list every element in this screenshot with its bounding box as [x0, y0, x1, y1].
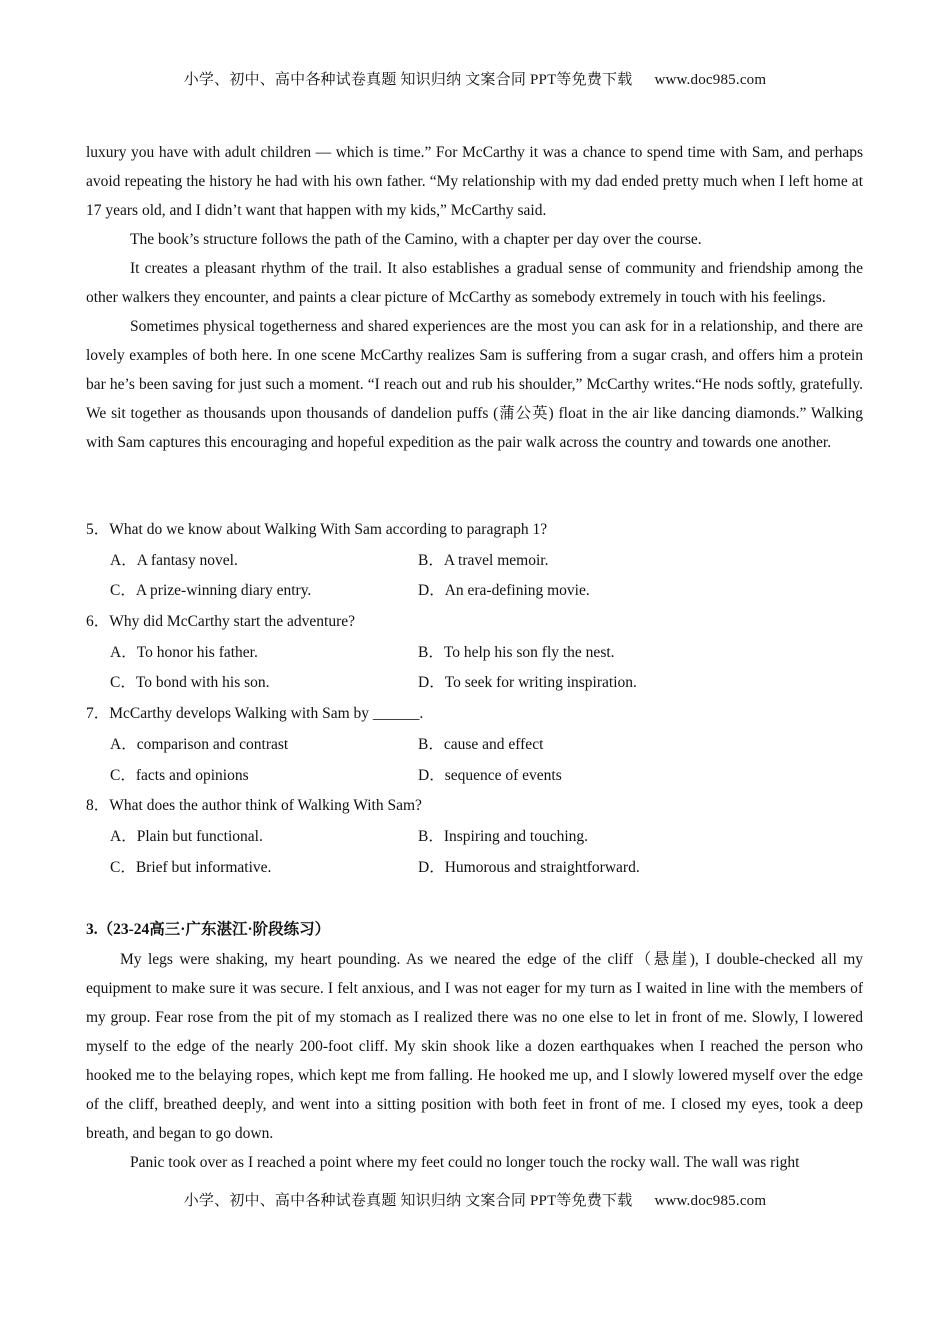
- footer-text: 小学、初中、高中各种试卷真题 知识归纳 文案合同 PPT等免费下载: [183, 1193, 633, 1209]
- option-b: B．Inspiring and touching.: [418, 827, 589, 845]
- question-block: [86, 515, 863, 883]
- option-a: A．comparison and contrast: [110, 735, 289, 753]
- footer-url: www.doc985.com: [654, 1193, 767, 1209]
- question-7: [86, 699, 863, 791]
- option-d: D．An era-defining movie.: [418, 582, 590, 600]
- option-a: A．A fantasy novel.: [110, 551, 238, 569]
- option-b: B．A travel memoir.: [418, 551, 549, 569]
- question-6: [86, 607, 863, 699]
- option-c: C．To bond with his son.: [110, 674, 270, 692]
- passage-paragraph: The book’s structure follows the path of the Camino, with a chapter per day over the course.: [130, 231, 702, 248]
- section-3-passage: [86, 945, 863, 1177]
- question-stem: 5．What do we know about Walking With Sam according to paragraph 1?: [86, 521, 548, 538]
- passage-paragraph: My legs were shaking, my heart pounding. As we neared the edge of the cliff（悬崖), I double-checked all my equipment to make sure it was secure. I felt anxious, and I was not eager for my turn as I waited in line with the members of my group. Fear rose from the pit of my stomach as I realized there was no one else to let in front of me. Slowly, I lowered myself to the edge of the nearly 200-foot cliff. My skin shook like a dozen earthquakes when I reached the person who hooked me to the belaying ropes, which kept me from falling. He hooked me up, and I slowly lowered myself over the edge of the cliff, breathed deeply, and went into a sitting position with both feet in front of me. I closed my eyes, took a deep breath, and began to go down.: [86, 951, 863, 1142]
- option-c: C．A prize-winning diary entry.: [110, 582, 312, 600]
- question-8: [86, 791, 863, 883]
- option-d: D．sequence of events: [418, 766, 562, 784]
- question-5: [86, 515, 863, 607]
- passage-paragraph: Panic took over as I reached a point where my feet could no longer touch the rocky wall. The wall was right: [130, 1154, 800, 1171]
- passage-top: [86, 138, 863, 457]
- passage-paragraph: Sometimes physical togetherness and shared experiences are the most you can ask for in a relationship, and there are lovely examples of both here. In one scene McCarthy realizes Sam is suffering from a sugar crash, and offers him a protein bar he’s been saving for just such a moment. “I reach out and rub his shoulder,” McCarthy writes.“He nods softly, gratefully. We sit together as thousands upon thousands of dandelion puffs (蒲公英) float in the air like dancing diamonds.” Walking with Sam captures this encouraging and hopeful expedition as the pair walk across the country and towards one another.: [86, 318, 863, 451]
- option-d: D．Humorous and straightforward.: [418, 858, 640, 876]
- question-stem: 6．Why did McCarthy start the adventure?: [86, 613, 356, 631]
- option-c: C．Brief but informative.: [110, 858, 272, 876]
- passage-paragraph: It creates a pleasant rhythm of the trail. It also establishes a gradual sense of community and friendship among the other walkers they encounter, and paints a clear picture of McCarthy as somebody extremely in touch with his feelings.: [86, 260, 863, 306]
- option-c: C．facts and opinions: [110, 766, 249, 784]
- page-header: [0, 68, 950, 89]
- question-stem: 7．McCarthy develops Walking with Sam by ______.: [86, 705, 424, 723]
- option-b: B．To help his son fly the nest.: [418, 643, 615, 661]
- option-b: B．cause and effect: [418, 735, 544, 753]
- question-stem: 8．What does the author think of Walking With Sam?: [86, 797, 422, 815]
- option-a: A．To honor his father.: [110, 643, 258, 661]
- option-d: D．To seek for writing inspiration.: [418, 674, 637, 692]
- header-url: www.doc985.com: [654, 72, 767, 88]
- section-3-heading: 3.（23-24高三·广东湛江·阶段练习）: [86, 921, 331, 938]
- header-text: 小学、初中、高中各种试卷真题 知识归纳 文案合同 PPT等免费下载: [183, 72, 633, 88]
- passage-paragraph: luxury you have with adult children — which is time.” For McCarthy it was a chance to spend time with Sam, and perhaps avoid repeating the history he had with his own father. “My relationship with my dad ended pretty much when I left home at 17 years old, and I didn’t want that happen with my kids,” McCarthy said.: [86, 144, 863, 219]
- page-footer: [0, 1189, 950, 1210]
- option-a: A．Plain but functional.: [110, 827, 263, 845]
